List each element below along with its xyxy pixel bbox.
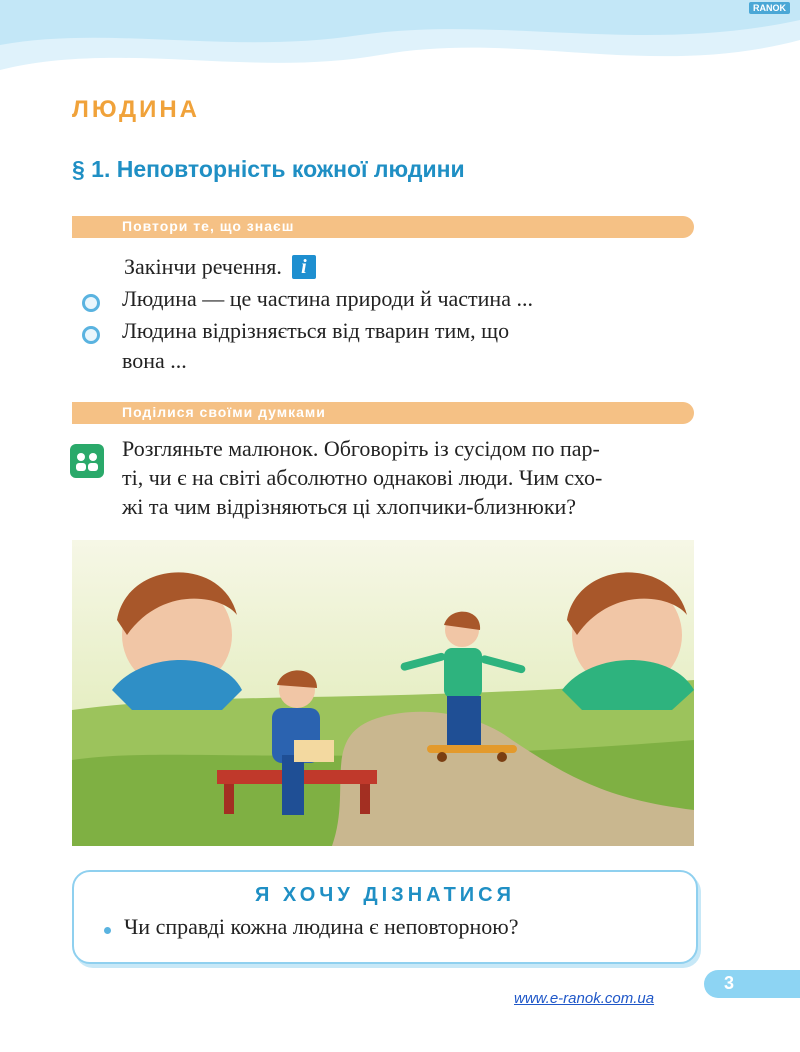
- task-text: Закінчи речення.: [124, 254, 282, 279]
- discussion-line-1: Розгляньте малюнок. Обговоріть із сусідом по пар-: [122, 436, 600, 461]
- task-line: [124, 254, 316, 280]
- bullet-item-2-continuation: вона ...: [122, 348, 187, 373]
- want-to-know-item: Чи справді кожна людина є неповторною?: [124, 914, 519, 939]
- repeat-band-label: Повтори те, що знаєш: [122, 218, 295, 234]
- want-to-know-title: Я ХОЧУ ДІЗНАТИСЯ: [255, 884, 515, 906]
- publisher-link[interactable]: www.e-ranok.com.ua: [514, 990, 655, 1007]
- page-number-tab: [704, 970, 800, 998]
- discussion-line-3: жі та чим відрізняються ці хлопчики-близнюки?: [122, 494, 577, 519]
- discussion-line-2: ті, чи є на світі абсолютно однакові люди. Чим схо-: [122, 465, 603, 490]
- page-number: 3: [724, 973, 735, 993]
- twins-illustration: [72, 540, 694, 846]
- info-icon: i: [292, 255, 316, 279]
- publisher-logo: RANOK: [749, 2, 790, 14]
- bullet-dot-icon: [104, 927, 111, 934]
- section-title: ЛЮДИНА: [72, 96, 201, 123]
- bullet-item-2: Людина відрізняється від тварин тим, що: [122, 318, 510, 343]
- want-to-know-box: [72, 870, 698, 964]
- bullet-item-1: Людина — це частина природи й частина ...: [122, 286, 533, 311]
- share-band-label: Поділися своїми думками: [122, 404, 326, 420]
- pair-work-icon: [70, 444, 104, 478]
- bullet-ring-icon: [82, 294, 100, 312]
- bullet-ring-icon: [82, 326, 100, 344]
- paragraph-title: § 1. Неповторність кожної людини: [72, 156, 465, 182]
- share-band: [72, 402, 694, 424]
- repeat-band: [72, 216, 694, 238]
- header-wave-decoration: [0, 0, 800, 90]
